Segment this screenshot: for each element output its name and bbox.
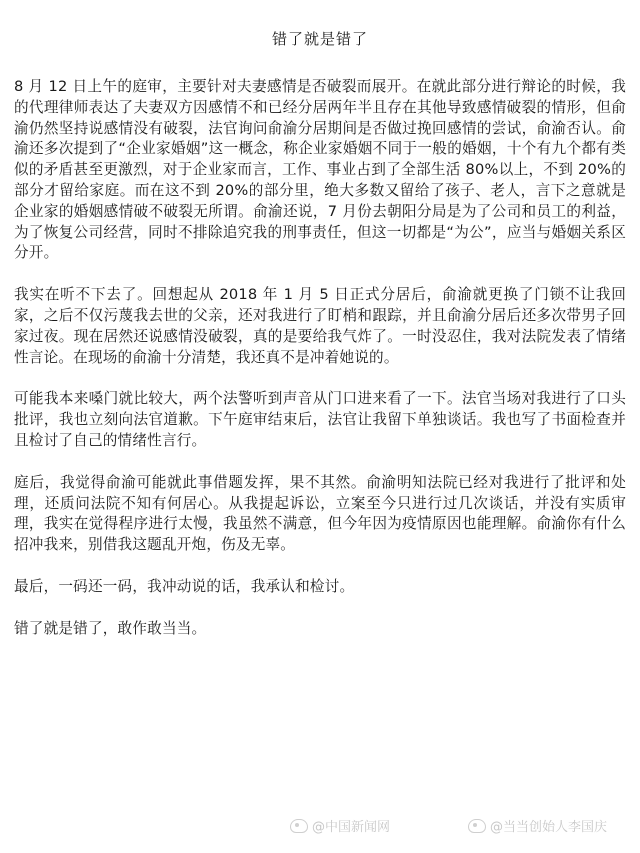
watermark-left <box>290 816 390 835</box>
paragraph-5: 最后，一码还一码，我冲动说的话，我承认和检讨。 <box>14 577 355 595</box>
paragraph-4: 庭后，我觉得俞渝可能就此事借题发挥，果不其然。俞渝明知法院已经对我进行了批评和处理，还质问法院不知有何居心。从我提起诉讼，立案至今只进行过几次谈话，并没有实质审理，我实在觉得程序进行太慢，我虽然不满意，但今年因为疫情原因也能理解。俞渝你有什么招冲我来，别借我这题乱开炮，伤及无辜。 <box>14 473 626 554</box>
paragraph-2: 我实在听不下去了。回想起从 2018 年 1 月 5 日正式分居后，俞渝就更换了门锁不让我回家，之后不仅污蔑我去世的父亲，还对我进行了盯梢和跟踪，并且俞渝分居后还多次带男子回家过夜。现在居然还说感情没破裂，真的是要给我气炸了。一时没忍住，我对法院发表了情绪性言论。在现场的俞渝十分清楚，我还真不是冲着她说的。 <box>14 286 626 366</box>
weibo-icon <box>290 819 308 833</box>
paragraph-6: 错了就是错了，敢作敢当当。 <box>14 619 207 637</box>
document-title: 错了就是错了 <box>271 30 368 48</box>
weibo-icon <box>468 819 486 833</box>
watermark-right <box>468 816 607 835</box>
watermark-bar <box>0 816 640 840</box>
watermark-right-text: @当当创始人李国庆 <box>490 820 608 835</box>
watermark-left-text: @中国新闻网 <box>312 820 391 835</box>
paragraph-1: 8 月 12 日上午的庭审，主要针对夫妻感情是否破裂而展开。在就此部分进行辩论的时候，我的代理律师表达了夫妻双方因感情不和已经分居两年半且存在其他导致感情破裂的情形，但俞渝仍然坚持说感情没有破裂，法官询问俞渝分居期间是否做过挽回感情的尝试，俞渝否认。俞渝还多次提到了“企业家婚姻”这一概念，称企业家婚姻不同于一般的婚姻，十个有九个都有类似的矛盾甚至更激烈，对于企业家而言，工作、事业占到了全部生活 80%以上，不到 20%的部分才留给家庭。而在这不到 20%的部分里，绝大多数又留给了孩子、老人，言下之意就是企业家的婚姻感情破不破裂无所谓。俞渝还说，7 月份去朝阳分局是为了公司和员工的利益，为了恢复公司经营，同时不排除追究我的刑事责任，但这一切都是“为公”，应当与婚姻关系区分开。 <box>14 78 626 262</box>
paragraph-3: 可能我本来嗓门就比较大，两个法警听到声音从门口进来看了一下。法官当场对我进行了口头批评，我也立刻向法官道歉。下午庭审结束后，法官让我留下单独谈话。我也写了书面检查并且检讨了自己的情绪性言行。 <box>14 390 626 449</box>
